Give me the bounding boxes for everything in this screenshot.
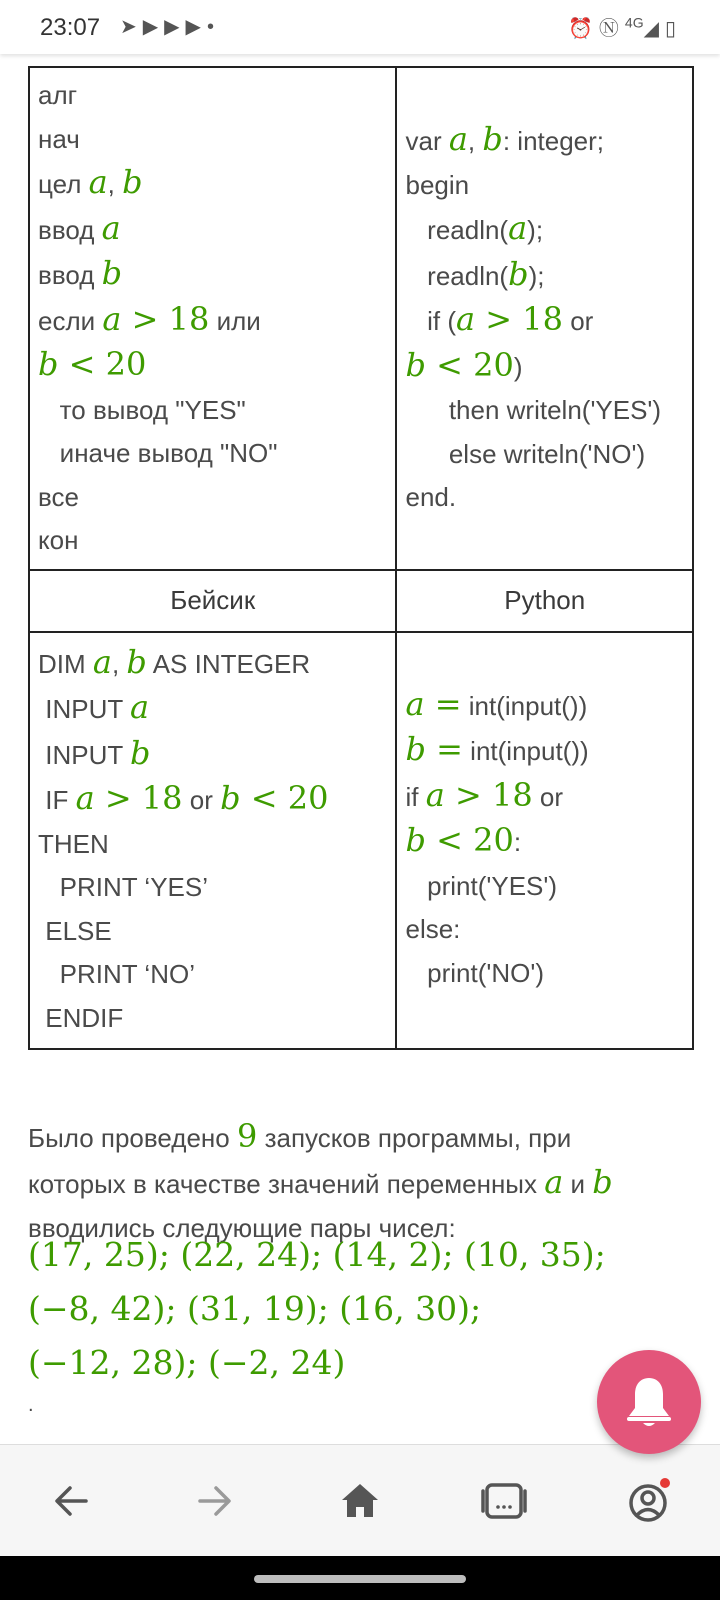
code-token: DIM <box>38 648 93 679</box>
pascal-code-cell <box>396 67 693 570</box>
code-token: a <box>405 684 425 723</box>
pairs-line: (17, 25); (22, 24); (14, 2); (10, 35); <box>28 1235 606 1274</box>
code-token: > 18 <box>94 779 183 817</box>
code-line <box>405 344 684 390</box>
table-row <box>29 67 693 570</box>
status-time: 23:07 <box>40 14 101 41</box>
run-count: 9 <box>236 1117 258 1155</box>
code-line <box>38 823 387 867</box>
code-token: , <box>111 648 127 679</box>
code-token: запусков программы, при которых в качестве значений переменных <box>28 1123 572 1199</box>
code-token: INPUT <box>38 739 130 770</box>
code-line <box>38 953 387 997</box>
code-token: a <box>129 688 150 726</box>
code-token: алг <box>38 80 78 110</box>
code-line <box>38 343 387 389</box>
code-line <box>38 389 387 433</box>
code-token: else: <box>405 914 461 944</box>
code-line <box>38 519 387 563</box>
code-token: readln( <box>405 260 509 291</box>
tabs-icon <box>478 1475 530 1527</box>
code-line <box>38 732 387 778</box>
nfc-icon: Ⓝ <box>598 18 625 40</box>
youtube-icon: ▶ <box>185 16 207 38</box>
code-token: if <box>405 781 426 812</box>
code-token: b <box>508 254 529 293</box>
code-token: > 18 <box>475 300 563 338</box>
pairs-line: (−8, 42); (31, 19); (16, 30); <box>28 1289 482 1328</box>
code-token: кон <box>38 525 79 555</box>
code-token: print('NO') <box>405 957 544 988</box>
code-token: b <box>101 254 123 292</box>
code-token: b <box>405 730 426 768</box>
code-token: , <box>467 126 483 156</box>
code-token: a <box>456 300 476 338</box>
forward-button[interactable] <box>188 1475 240 1527</box>
back-arrow-icon <box>46 1475 98 1527</box>
code-line <box>405 908 684 952</box>
code-token: THEN <box>38 828 109 859</box>
code-token: или <box>209 305 261 336</box>
home-icon <box>334 1475 386 1527</box>
code-token: Было проведено <box>28 1123 237 1153</box>
table-header-row <box>29 570 693 632</box>
code-token: = <box>425 730 463 768</box>
code-line <box>405 952 684 996</box>
code-token: b <box>405 821 426 859</box>
code-token: то вывод "YES" <box>38 394 246 425</box>
code-token: < 20 <box>425 821 514 859</box>
code-token: int(input()) <box>462 736 589 766</box>
code-token: : <box>513 827 522 857</box>
alarm-icon: ⏰ <box>568 18 599 40</box>
code-token: or <box>532 781 564 812</box>
code-token: PRINT ‘NO’ <box>38 959 195 989</box>
code-token: if ( <box>405 306 457 336</box>
page-content <box>0 54 720 1444</box>
code-token: b <box>122 163 143 201</box>
code-token: INPUT <box>38 694 130 724</box>
code-token: b <box>220 779 241 817</box>
code-token: b <box>129 733 151 772</box>
code-token: a <box>88 163 108 201</box>
code-token: a <box>508 209 528 247</box>
code-token: ENDIF <box>38 1002 124 1033</box>
code-token: , <box>107 169 123 199</box>
telegram-icon: ➤ <box>120 16 143 38</box>
code-token: b <box>38 345 59 383</box>
code-token: если <box>38 305 103 336</box>
code-token: else writeln('NO') <box>405 438 646 469</box>
youtube-icon: ▶ <box>142 16 165 38</box>
home-gesture-handle[interactable] <box>254 1575 466 1583</box>
bottom-nav-bar <box>0 1444 720 1557</box>
code-token: a <box>544 1163 564 1201</box>
home-button[interactable] <box>334 1475 386 1527</box>
table-row <box>29 632 693 1050</box>
code-line <box>38 74 387 118</box>
code-token: var <box>405 126 449 156</box>
code-token: b <box>405 345 426 384</box>
code-line <box>405 389 684 433</box>
code-token: < 20 <box>240 779 329 817</box>
code-token: then writeln('YES') <box>405 395 662 425</box>
forward-arrow-icon <box>188 1475 240 1527</box>
code-token: print('YES') <box>405 870 558 901</box>
system-icons <box>568 12 682 41</box>
code-line <box>405 774 684 820</box>
code-token: readln( <box>405 215 509 245</box>
code-line <box>405 118 684 164</box>
status-bar <box>0 0 720 54</box>
code-line <box>38 432 387 476</box>
code-token: < 20 <box>58 345 147 383</box>
code-token: begin <box>405 169 470 200</box>
code-token: or <box>563 306 594 336</box>
code-token: b <box>126 642 147 681</box>
code-token: a <box>92 642 112 681</box>
code-line <box>405 253 684 299</box>
notification-dot <box>660 1478 670 1488</box>
code-line <box>38 207 387 253</box>
code-token: b <box>482 120 503 158</box>
code-token: = <box>424 684 462 723</box>
code-line <box>405 728 684 774</box>
code-line <box>38 910 387 954</box>
code-line <box>38 686 387 732</box>
back-button[interactable] <box>46 1475 98 1527</box>
code-token: ); <box>528 260 545 291</box>
code-token: int(input()) <box>461 690 588 721</box>
code-token: a <box>101 208 121 247</box>
code-token: иначе вывод "NO" <box>38 438 278 468</box>
code-token: нач <box>38 123 80 154</box>
code-token: все <box>38 481 79 512</box>
youtube-icon: ▶ <box>164 16 186 38</box>
code-token: b <box>592 1163 613 1201</box>
code-line <box>38 997 387 1041</box>
code-token: : integer; <box>502 126 605 156</box>
code-line <box>38 777 387 823</box>
code-token: a <box>425 775 445 814</box>
basic-code-cell <box>29 632 396 1050</box>
code-token: < 20 <box>425 345 514 384</box>
code-token: AS INTEGER <box>146 648 311 679</box>
code-line <box>38 641 387 687</box>
code-line <box>38 252 387 298</box>
code-token: > 18 <box>444 775 533 814</box>
code-line <box>38 161 387 207</box>
pairs-line: (−12, 28); (−2, 24) <box>28 1343 346 1382</box>
code-line <box>38 118 387 162</box>
code-line <box>405 164 684 208</box>
code-table <box>28 66 694 1050</box>
code-line <box>38 298 387 344</box>
code-line <box>38 866 387 910</box>
notification-icons <box>120 14 220 39</box>
tabs-button[interactable] <box>478 1475 530 1527</box>
notifications-button[interactable] <box>597 1350 701 1454</box>
signal-icon: ◢ <box>643 18 665 40</box>
code-token: ); <box>527 215 544 245</box>
header-basic: Бейсик <box>29 570 396 632</box>
code-line <box>405 298 684 344</box>
code-token: > 18 <box>121 299 210 338</box>
system-gesture-bar <box>0 1556 720 1600</box>
code-line <box>405 865 684 909</box>
dot-icon: • <box>206 16 220 38</box>
battery-icon: ▯ <box>664 18 682 40</box>
code-token: ввод <box>38 260 102 290</box>
code-line <box>38 476 387 520</box>
code-token: ввод <box>38 214 102 245</box>
code-line <box>405 819 684 865</box>
header-python: Python <box>396 570 693 632</box>
code-token: цел <box>38 169 89 199</box>
python-code-cell <box>396 632 693 1050</box>
trailing-dot: . <box>28 1394 34 1416</box>
code-token: a <box>75 779 95 817</box>
profile-icon <box>622 1475 674 1527</box>
code-line <box>405 476 684 520</box>
code-token: и <box>563 1169 593 1199</box>
code-token: a <box>102 299 122 338</box>
code-token: IF <box>38 785 76 815</box>
bell-icon <box>624 1374 674 1430</box>
code-token: вводились следующие пары чисел: <box>28 1213 456 1243</box>
code-token: ) <box>513 351 523 382</box>
code-line <box>405 683 684 729</box>
code-line <box>405 433 684 477</box>
code-line <box>405 207 684 253</box>
profile-button[interactable] <box>622 1475 674 1527</box>
algorithmic-code-cell <box>29 67 396 570</box>
network-type: 4G <box>624 14 644 31</box>
code-token: end. <box>405 482 457 512</box>
code-token: or <box>182 785 221 815</box>
code-token: ELSE <box>38 915 112 946</box>
code-token: a <box>448 120 468 158</box>
code-token: PRINT ‘YES’ <box>38 872 209 902</box>
number-pairs <box>28 1228 648 1390</box>
